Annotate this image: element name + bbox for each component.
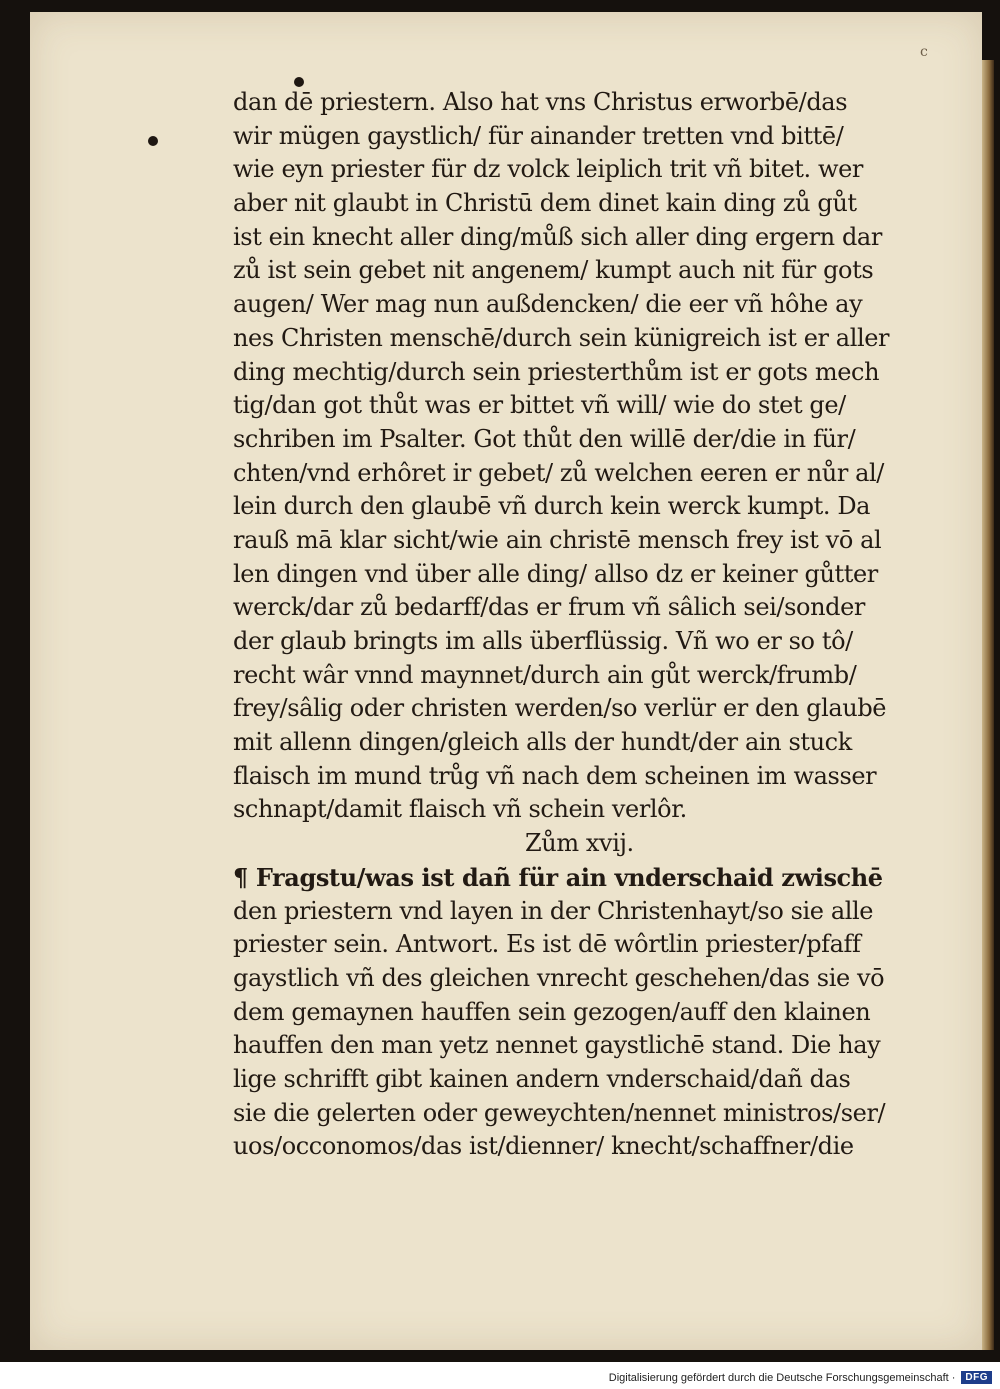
page-edge	[982, 60, 994, 1350]
text-line: augen/ Wer mag nun außdencken/ die eer vñ hôhe ay	[233, 290, 863, 319]
text-line: ding mechtig/durch sein priesterthům ist er gots mech	[233, 357, 880, 386]
text-line: ist ein knecht aller ding/můß sich aller ding ergern dar	[233, 222, 882, 251]
text-line: dem gemaynen hauffen sein gezogen/auff den klainen	[233, 997, 871, 1026]
text-line: hauffen den man yetz nennet gaystlichē stand. Die hay	[233, 1031, 881, 1060]
text-line: lein durch den glaubē vñ durch kein werck kumpt. Da	[233, 492, 871, 521]
text-line: ¶ Fragstu/was ist dañ für ain vnderschaid zwischē	[233, 862, 883, 892]
dfg-logo: DFG	[961, 1371, 992, 1384]
text-line: zů ist sein gebet nit angenem/ kumpt auch nit für gots	[233, 256, 874, 285]
text-line: wir mügen gaystlich/ für ainander tretten vnd bittē/	[233, 121, 844, 150]
footer-separator: ·	[951, 1371, 956, 1384]
text-line: len dingen vnd über alle ding/ allso dz er keiner gůtter	[233, 559, 878, 588]
funding-credit: Digitalisierung gefördert durch die Deutsche Forschungsgemeinschaft	[608, 1371, 949, 1384]
text-block	[233, 86, 968, 1164]
text-line: uos/occonomos/das ist/dienner/ knecht/schaffner/die	[233, 1132, 854, 1161]
text-line: chten/vnd erhôret ir gebet/ zů welchen eeren er nůr al/	[233, 458, 884, 487]
folio-mark: c	[920, 44, 928, 60]
text-line: dan dē priestern. Also hat vns Christus erworbē/das	[233, 88, 848, 116]
footer-bar	[0, 1366, 1000, 1389]
text-line: der glaub bringts im alls überflüssig. Vñ wo er so tô/	[233, 627, 853, 655]
text-line: frey/sâlig oder christen werden/so verlür er den glaubē	[233, 694, 887, 723]
text-line: den priestern vnd layen in der Christenhayt/so sie alle	[233, 896, 874, 925]
text-line: nes Christen menschē/durch sein künigreich ist er aller	[233, 323, 890, 352]
text-line: flaisch im mund trůg vñ nach dem scheinen im wasser	[233, 761, 877, 790]
text-line: mit allenn dingen/gleich alls der hundt/der ain stuck	[233, 728, 852, 757]
section-heading: Zům xvij.	[525, 829, 634, 858]
text-line: wie eyn priester für dz volck leiplich trit vñ bitet. wer	[233, 155, 863, 184]
text-line: sie die gelerten oder geweychten/nennet ministros/ser/	[233, 1098, 886, 1127]
text-line: schnapt/damit flaisch vñ schein verlôr.	[233, 795, 687, 824]
ink-dot	[148, 136, 158, 146]
text-line: priester sein. Antwort. Es ist dē wôrtlin priester/pfaff	[233, 930, 861, 959]
text-line: werck/dar zů bedarff/das er frum vñ sâlich sei/sonder	[233, 593, 865, 622]
text-line: gaystlich vñ des gleichen vnrecht geschehen/das sie vō	[233, 963, 885, 992]
text-line: lige schrifft gibt kainen andern vnderschaid/dañ das	[233, 1064, 851, 1093]
text-line: rauß mā klar sicht/wie ain christē mensch frey ist vō al	[233, 525, 882, 554]
text-line: recht wâr vnnd maynnet/durch ain gůt werck/frumb/	[233, 660, 857, 689]
text-line: schriben im Psalter. Got thůt den willē der/die in für/	[233, 424, 856, 453]
text-line: tig/dan got thůt was er bittet vñ will/ wie do stet ge/	[233, 391, 846, 420]
text-line: aber nit glaubt in Christū dem dinet kain ding zů gůt	[233, 189, 857, 218]
